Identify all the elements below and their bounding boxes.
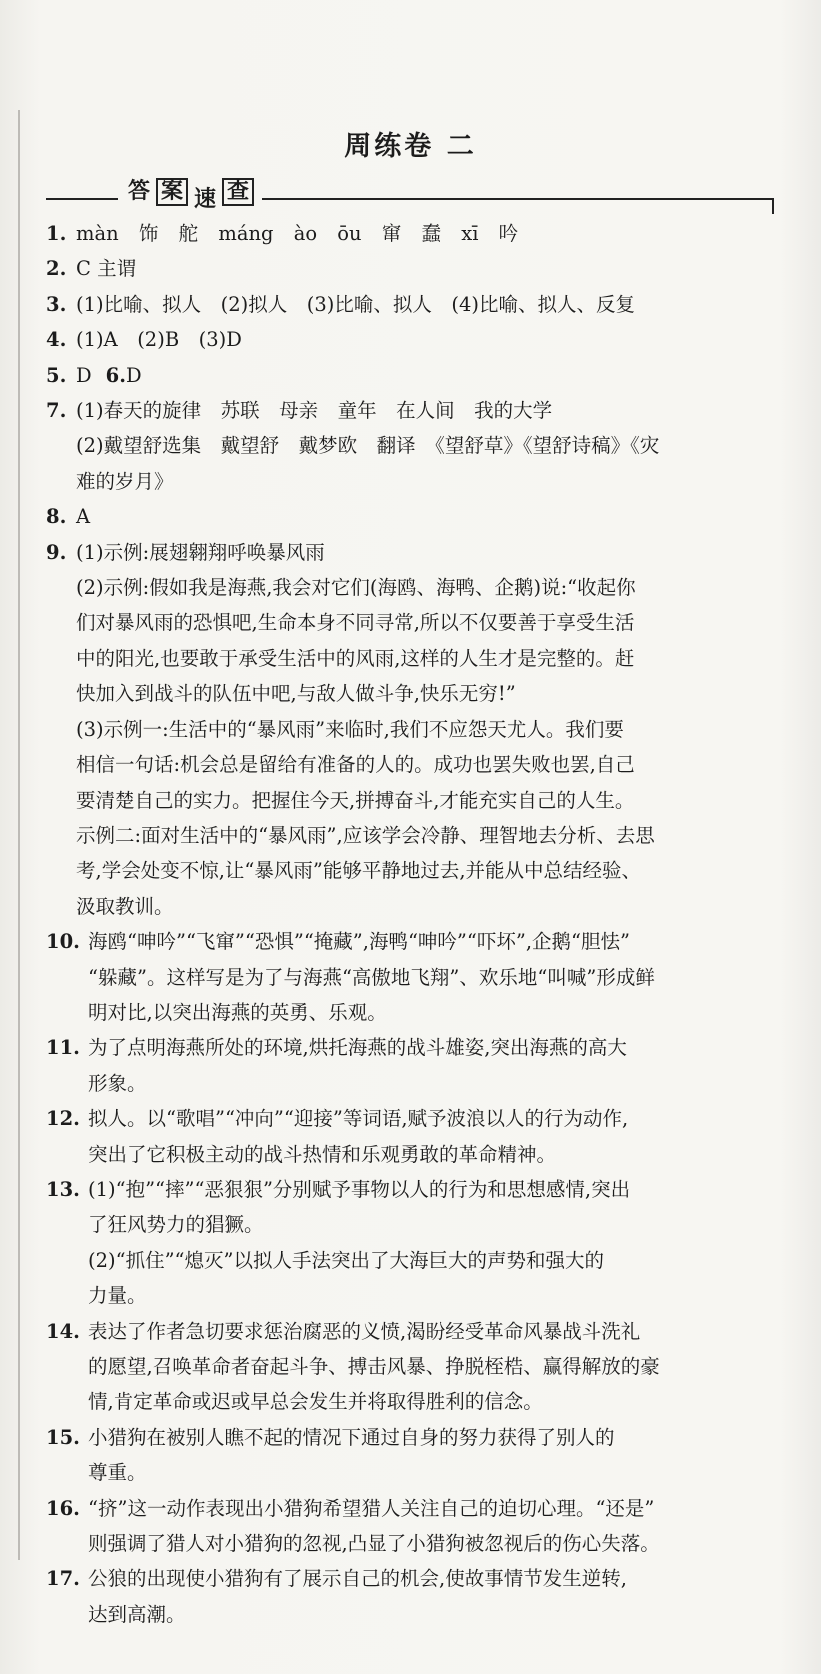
answer-line: 的愿望,召唤革命者奋起斗争、搏击风暴、挣脱桎梏、赢得解放的豪 xyxy=(88,1355,660,1378)
answer-line: 表达了作者急切要求惩治腐恶的义愤,渴盼经受革命风暴战斗洗礼 xyxy=(88,1319,641,1343)
banner-char: 速 xyxy=(194,187,217,212)
answer-line: 汲取教训。 xyxy=(76,894,174,918)
answer-text xyxy=(88,1561,776,1632)
item-number: 7. xyxy=(46,399,67,423)
answer-line: 难的岁月》 xyxy=(76,469,174,493)
answer-text xyxy=(88,1491,776,1562)
item-number: 8. xyxy=(46,505,67,529)
answer-item-15 xyxy=(46,1420,776,1491)
answer-line: 达到高潮。 xyxy=(88,1602,186,1626)
item-number: 12. xyxy=(46,1107,80,1131)
answer-text xyxy=(88,1101,776,1172)
answer-item-2 xyxy=(46,251,776,286)
page-title: 周练卷 二 xyxy=(344,131,477,162)
banner-char-boxed: 案 xyxy=(156,178,188,206)
item-number: 16. xyxy=(46,1496,80,1520)
hanzi: 窜 xyxy=(381,222,402,245)
answer-item-5-6 xyxy=(46,358,776,393)
item-number: 17. xyxy=(46,1567,80,1591)
hanzi: 蠢 xyxy=(421,222,442,245)
item-number: 9. xyxy=(46,540,67,564)
item-number: 14. xyxy=(46,1319,80,1343)
answer-item-11 xyxy=(46,1030,776,1101)
answer-line: (2)“抓住”“熄灭”以拟人手法突出了大海巨大的声势和强大的 xyxy=(88,1248,604,1272)
banner-char: 答 xyxy=(128,179,151,204)
item-number: 3. xyxy=(46,292,67,316)
answer-line: (1)春天的旋律 苏联 母亲 童年 在人间 我的大学 xyxy=(76,399,553,423)
item-number: 5. xyxy=(46,363,67,387)
item-number: 13. xyxy=(46,1177,80,1201)
answer-line: 们对暴风雨的恐惧吧,生命本身不同寻常,所以不仅要善于享受生活 xyxy=(76,611,635,635)
answer-line: “挤”这一动作表现出小猎狗希望猎人关注自己的迫切心理。“还是” xyxy=(88,1496,655,1520)
answer-text xyxy=(76,358,776,393)
answer-line: (1)示例:展翅翱翔呼唤暴风雨 xyxy=(76,540,325,564)
answer-text xyxy=(88,1420,776,1491)
answer-text xyxy=(88,924,776,1030)
answer-text: C 主谓 xyxy=(76,257,137,281)
answer-line: 中的阳光,也要敢于承受生活中的风雨,这样的人生才是完整的。赶 xyxy=(76,646,635,670)
answer-item-9 xyxy=(46,535,776,924)
answer-text xyxy=(88,1314,776,1420)
answer-line: 形象。 xyxy=(88,1071,147,1095)
answer-line: 了狂风势力的猖獗。 xyxy=(88,1213,264,1237)
hanzi: 吟 xyxy=(498,222,519,245)
answer-text xyxy=(88,1030,776,1101)
answer-line: 为了点明海燕所处的环境,烘托海燕的战斗雄姿,突出海燕的高大 xyxy=(88,1036,627,1060)
answer-5: D xyxy=(76,363,92,387)
answer-text xyxy=(76,535,776,924)
answer-banner xyxy=(46,174,774,218)
pinyin: xī xyxy=(461,222,479,245)
answer-line: 则强调了猎人对小猎狗的忽视,凸显了小猎狗被忽视后的伤心失落。 xyxy=(88,1532,660,1556)
hanzi: 饰 xyxy=(138,222,159,245)
item-number: 10. xyxy=(46,930,80,954)
answer-text xyxy=(88,1172,776,1314)
answer-line: 考,学会处变不惊,让“暴风雨”能够平静地过去,并能从中总结经验、 xyxy=(76,859,642,883)
answer-line: 公狼的出现使小猎狗有了展示自己的机会,使故事情节发生逆转, xyxy=(88,1567,627,1591)
answer-line: 尊重。 xyxy=(88,1461,147,1485)
answer-line: 示例二:面对生活中的“暴风雨”,应该学会冷静、理智地去分析、去思 xyxy=(76,823,655,847)
answer-line: (2)戴望舒选集 戴望舒 戴梦欧 翻译 《望舒草》《望舒诗稿》《灾 xyxy=(76,434,660,458)
answer-line: (2)示例:假如我是海燕,我会对它们(海鸥、海鸭、企鹅)说:“收起你 xyxy=(76,576,636,600)
answer-line: 要清楚自己的实力。把握住今天,拼搏奋斗,才能充实自己的人生。 xyxy=(76,788,635,812)
item-number: 1. xyxy=(46,222,67,245)
answer-line: “躲藏”。这样写是为了与海燕“高傲地飞翔”、欢乐地“叫喊”形成鲜 xyxy=(88,965,655,989)
pinyin: máng xyxy=(218,222,274,245)
answer-line: 力量。 xyxy=(88,1284,147,1308)
item-number: 15. xyxy=(46,1425,80,1449)
answer-line: 突出了它积极主动的战斗热情和乐观勇敢的革命精神。 xyxy=(88,1142,557,1166)
pinyin: ōu xyxy=(337,222,362,245)
pinyin: ào xyxy=(293,222,318,245)
answer-text xyxy=(76,216,776,251)
item-number: 2. xyxy=(46,257,67,281)
banner-rule-end xyxy=(762,198,774,214)
answer-item-12 xyxy=(46,1101,776,1172)
answer-line: (3)示例一:生活中的“暴风雨”来临时,我们不应怨天尤人。我们要 xyxy=(76,717,624,741)
answer-line: 海鸥“呻吟”“飞窜”“恐惧”“掩藏”,海鸭“呻吟”“吓坏”,企鹅“胆怯” xyxy=(88,930,630,954)
answer-list xyxy=(46,216,776,1632)
answer-line: 相信一句话:机会总是留给有准备的人的。成功也罢失败也罢,自己 xyxy=(76,753,635,777)
answer-item-13 xyxy=(46,1172,776,1314)
banner-heading xyxy=(118,174,262,214)
answer-text: (1)比喻、拟人 (2)拟人 (3)比喻、拟人 (4)比喻、拟人、反复 xyxy=(76,292,635,316)
answer-line: 拟人。以“歌唱”“冲向”“迎接”等词语,赋予波浪以人的行为动作, xyxy=(88,1107,629,1131)
answer-text: (1)A (2)B (3)D xyxy=(76,328,242,352)
binding-margin-line xyxy=(18,110,20,1560)
answer-item-14 xyxy=(46,1314,776,1420)
hanzi: 舵 xyxy=(178,222,199,245)
answer-line: 小猎狗在被别人瞧不起的情况下通过自身的努力获得了别人的 xyxy=(88,1425,615,1449)
answer-text xyxy=(76,393,776,499)
answer-item-16 xyxy=(46,1491,776,1562)
answer-item-1 xyxy=(46,216,776,251)
answer-6: D xyxy=(126,363,142,387)
answer-item-10 xyxy=(46,924,776,1030)
item-number: 11. xyxy=(46,1036,80,1060)
answer-item-8 xyxy=(46,499,776,534)
answer-item-3 xyxy=(46,287,776,322)
answer-item-4 xyxy=(46,322,776,357)
banner-char-boxed: 查 xyxy=(222,178,254,206)
item-number: 4. xyxy=(46,328,67,352)
answer-text: A xyxy=(76,505,91,529)
pinyin: màn xyxy=(76,222,119,245)
answer-line: 明对比,以突出海燕的英勇、乐观。 xyxy=(88,1000,387,1024)
item-number-6: 6. xyxy=(105,363,126,387)
answer-line: 情,肯定革命或迟或早总会发生并将取得胜利的信念。 xyxy=(88,1390,543,1414)
answer-item-17 xyxy=(46,1561,776,1632)
answer-line: (1)“抱”“摔”“恶狠狠”分别赋予事物以人的行为和思想感情,突出 xyxy=(88,1177,631,1201)
answer-item-7 xyxy=(46,393,776,499)
answer-line: 快加入到战斗的队伍中吧,与敌人做斗争,快乐无穷!” xyxy=(76,682,516,706)
